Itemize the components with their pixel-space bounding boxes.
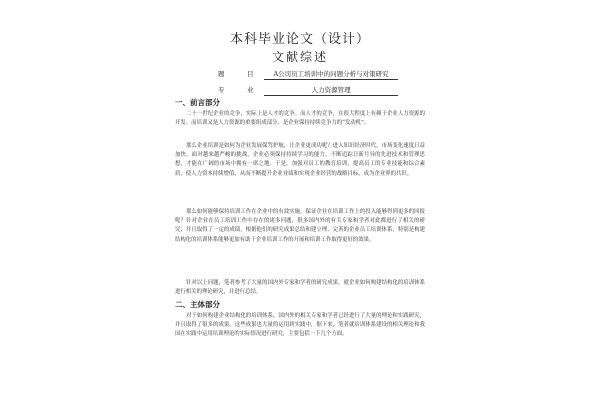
section-heading-intro: 一、前言部分 <box>175 98 220 107</box>
major-value: 人力资源管理 <box>264 85 398 96</box>
paragraph: 那么如何能够保持培训工作在企业中的有效实施，保证企业在培训工作上的投入能够得到更多的回报呢？针对企业在员工培训工作中存在的诸多问题，很多国内外的有关专家和学者对此都进行了相关的研究，并且取得了一定的成绩，根据他们的研究成果总结和建立理、完善的企业员工培训体系，特别是构建结构化的培训体系能够更加有助于企业培训工作的开展和培训工作取得更好的效果。 <box>175 209 425 243</box>
paragraph: 二十一世纪企业的竞争，实际上是人才的竞争。而人才的竞争，在很大程度上有赖于企业人力资源的开发。而培训又是人力资源的重要组成部分，是企业保持持续竞争力的“发动机”。 <box>175 111 425 127</box>
paragraph: 那么企业培训是如何为企业发展保驾护航，让企业更成功呢？进入知识经济时代，市场变化速度日益加快，面对越来越严峻的挑战，企业必须保持持续学习的能力，不断追踪日新月异的先进技术和管理思想，才能在广阔的市场中拥有一席之地。于是，加强对员工的教育培训，提高员工的专业技能和综合素质，使人力资本持续增值，从而不断提升企业业绩和实现企业经营的战略目标，成为企业界的共识。 <box>175 143 425 177</box>
major-row <box>218 84 398 96</box>
document-subtitle: 文献综述 <box>271 50 328 64</box>
paragraph: 针对以上问题，笔者参考了大量的国内外专家和学者的研究成果，就企业如何构建结构化的培训体系进行相关的理论研究，并进行总结。 <box>175 280 425 296</box>
paragraph: 对于如何构建企业结构化的培训体系，国内外的相关专家和学者已经进行了大量的理论和实践研究，并且取得了很多的成果。这些成果也大量的运用到实践中，据下来，笔者就培训体系建设的相关理论和我国在实践中运用培训理论的实际情况进行研究，主要包括一下几个方面。 <box>175 313 425 338</box>
major-label: 专 业 <box>218 86 262 94</box>
topic-row <box>218 68 398 80</box>
topic-value: A公司员工培训中的问题分析与对策研究 <box>264 69 398 80</box>
topic-label: 题 目 <box>218 70 262 78</box>
document-title: 本科毕业论文（设计） <box>229 32 370 47</box>
section-heading-body: 二、主体部分 <box>175 300 220 309</box>
